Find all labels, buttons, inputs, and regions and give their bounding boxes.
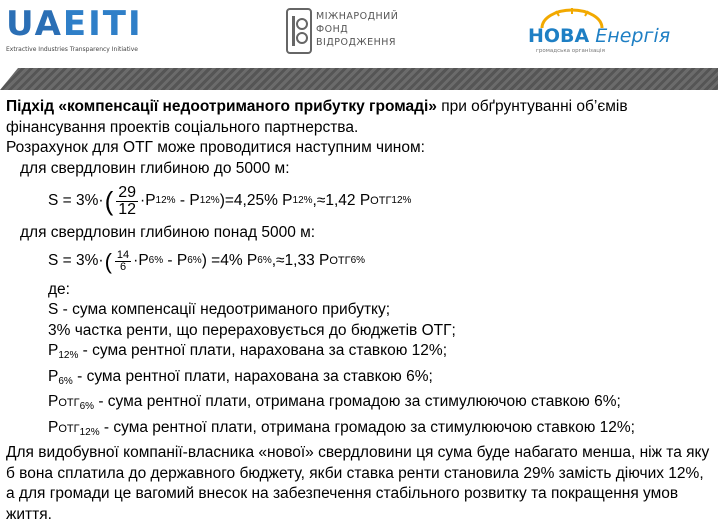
f1-term-c-sub: 12% (292, 194, 313, 206)
f2-term-d-sub: 6% (350, 255, 366, 267)
nova-word2: Енергія (595, 25, 671, 47)
slide-heading (6, 97, 714, 138)
f1-term-d-sub: 12% (391, 194, 412, 206)
nova-word1: НОВА (528, 25, 590, 47)
f1-term-d: ,≈1,42 P (312, 191, 371, 209)
f1-fraction (116, 185, 138, 218)
def-potg12-text: - сума рентної плати, отримана громадою за стимулюючою ставкою 12%; (99, 418, 635, 436)
slide-body (6, 97, 714, 525)
def-p12-sub: 12% (58, 350, 79, 361)
def-potg12-symbol: P (48, 418, 59, 436)
f2-numerator: 14 (116, 249, 130, 261)
irf-emblem-icon (286, 8, 312, 54)
f2-paren: ( (104, 248, 112, 274)
f2-term-a-sub: 6% (148, 255, 164, 267)
def-p12-symbol: P (48, 342, 59, 359)
f1-prefix: S = 3%· (48, 191, 104, 209)
def-potg6-text: - сума рентної плати, отримана громадою за стимулюючою ставкою 6%; (94, 393, 621, 410)
def-p6-symbol: P (48, 367, 59, 385)
irf-line2: ФОНД (316, 24, 349, 35)
irf-line3: ВІДРОДЖЕННЯ (316, 37, 396, 48)
def-p6 (6, 367, 714, 393)
def-potg12 (6, 418, 714, 444)
case-shallow: для свердловин глибиною до 5000 м: (20, 159, 290, 177)
nova-energia-logo (528, 8, 688, 58)
conclusion: Для видобувної компанії-власника «нової» свердловини ця сума буде набагато менша, ніж та яку б вона сплатила до державного бюджету, якби ставка ренти становила 29% замість діючих 12%, а для громади це вагомий внесок на забезпечення стабільного розвитку та покращення умов життя. (6, 444, 710, 523)
f1-term-a: ·P (140, 191, 156, 209)
formula-deep (6, 244, 714, 280)
calc-intro: Розрахунок для ОТГ може проводитися наступним чином: (6, 139, 425, 156)
stripe-corner (0, 68, 18, 90)
case-deep: для свердловин глибиною понад 5000 м: (20, 224, 316, 241)
f2-term-d: ,≈1,33 P (271, 252, 330, 270)
def-potg6-symbol: P (48, 393, 59, 410)
f2-term-b-sub: 6% (187, 255, 202, 267)
formula-shallow (6, 179, 714, 223)
f1-paren: ( (104, 186, 114, 216)
def-p12 (6, 341, 714, 367)
def-potg12-main: ОТГ (58, 422, 80, 435)
f2-term-b: - P (163, 252, 188, 270)
irf-name (316, 10, 398, 49)
def-3pct: 3% частка ренти, що перераховується до бюджетів ОТГ; (48, 321, 456, 339)
f2-prefix: S = 3%· (48, 252, 104, 270)
nova-subtitle: громадська організація (536, 48, 605, 54)
f1-numerator: 29 (118, 183, 137, 201)
f1-term-b-sub: 12% (199, 194, 220, 206)
irf-line1: МІЖНАРОДНИЙ (316, 11, 399, 22)
header (0, 0, 718, 64)
f1-term-a-sub: 12% (155, 194, 176, 206)
f1-term-d-main: ОТГ (370, 194, 392, 207)
uaeiti-logo (6, 6, 181, 56)
f2-term-c: ) =4% P (201, 252, 258, 270)
f2-fraction (115, 250, 131, 273)
def-potg6-sub: 6% (79, 401, 95, 412)
irf-logo (286, 8, 436, 56)
f1-denominator: 12 (118, 200, 137, 218)
def-s: S - сума компенсації недоотриманого прибутку; (48, 301, 391, 318)
def-p12-text: - сума рентної плати, нарахована за ставкою 12%; (78, 342, 448, 359)
def-potg6-main: ОТГ (58, 397, 80, 409)
nova-wordmark (528, 25, 670, 47)
uaeiti-ua: UA (6, 4, 63, 44)
heading-rest: при обґрунтуванні об’ємів фінансування проектів соціального партнерства. (6, 98, 628, 136)
def-p6-sub: 6% (58, 375, 73, 387)
f2-term-a: ·P (133, 252, 149, 270)
uaeiti-subtitle: Extractive Industries Transparency Initiative (6, 46, 138, 53)
def-potg6 (6, 392, 714, 418)
def-p6-text: - сума рентної плати, нарахована за ставкою 6%; (72, 367, 433, 385)
where-label: де: (48, 280, 70, 298)
uaeiti-wordmark (6, 6, 181, 42)
def-potg12-sub: 12% (79, 426, 100, 438)
f1-term-b: - P (175, 191, 200, 209)
f2-term-d-main: ОТГ (329, 255, 351, 268)
f2-term-c-sub: 6% (257, 255, 272, 267)
f1-term-c: )=4,25% P (219, 191, 293, 209)
f2-denominator: 6 (119, 261, 127, 273)
uaeiti-eiti: EITI (62, 4, 143, 44)
decorative-stripe (0, 68, 718, 90)
heading-bold: Підхід «компенсації недоотриманого прибутку громаді» (6, 98, 437, 115)
